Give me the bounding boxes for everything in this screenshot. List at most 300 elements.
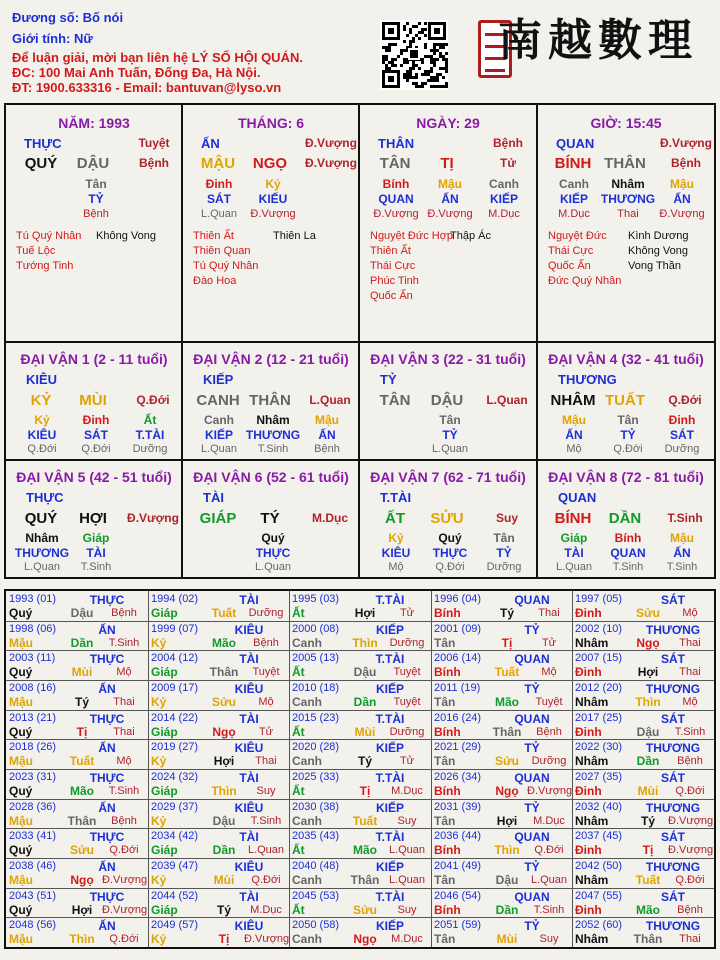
year-truong: Thai [113, 726, 135, 738]
year-truong: Suy [539, 933, 559, 945]
year-label: 1993 (01) [9, 593, 57, 605]
year-truong: Thai [679, 666, 701, 678]
luck-hidden-star: TÀI [564, 546, 584, 560]
year-truong: Thai [679, 637, 701, 649]
luck-hidden-truong: T.Sinh [257, 443, 289, 455]
year-label: 2036 (44) [434, 830, 482, 842]
hidden-star: KIẾP [489, 192, 518, 206]
year-truong: Mộ [682, 696, 698, 708]
pillar-title: NGÀY: 29 [416, 115, 480, 131]
year-truong: Bệnh [111, 607, 137, 619]
year-chi: Thìn [494, 843, 520, 857]
luck-chi: MÙI [79, 392, 107, 409]
year-star: KIÊU [234, 741, 264, 755]
contact-line-3: ĐT: 1900.633316 - Email: bantuvan@lyso.vn [12, 80, 282, 95]
year-star: TÀI [239, 652, 259, 666]
qr-code[interactable] [380, 20, 448, 90]
luck-chi: DẦN [608, 510, 642, 527]
year-chi: Dần [353, 695, 377, 709]
year-label: 2001 (09) [434, 623, 482, 635]
year-label: 2015 (23) [292, 712, 340, 724]
year-star: T.TÀI [375, 830, 405, 844]
pillar-chi: NGỌ [252, 155, 288, 172]
year-label: 2039 (47) [151, 860, 199, 872]
hidden-truong: Thai [617, 208, 639, 220]
year-star: QUAN [514, 652, 550, 666]
shensha-item: Không Vong [628, 245, 688, 257]
luck-hidden-truong: Q.Đới [27, 443, 57, 455]
shensha-item: Thái Cực [370, 260, 416, 272]
year-truong: Suy [397, 815, 417, 827]
year-chi: Mùi [213, 873, 235, 887]
luck-hidden-truong: Dưỡng [664, 443, 700, 455]
pillar-can: BÍNH [554, 155, 592, 172]
year-star: TỶ [524, 623, 540, 637]
year-star: KIÊU [234, 801, 264, 815]
year-star: QUAN [514, 830, 550, 844]
pillar-truong: Bệnh [139, 156, 169, 170]
year-can: Giáp [151, 843, 178, 857]
year-chi: Sửu [635, 606, 661, 620]
year-truong: M.Dục [391, 933, 423, 945]
contact-line-1: Để luận giải, mời bạn liên hệ LÝ SỐ HỘI QUÁN. [12, 50, 303, 65]
luck-hidden-can: Giáp [560, 531, 588, 545]
pillar-truong: Tử [499, 156, 517, 170]
year-star: SÁT [661, 712, 685, 726]
pillar-star: THÂN [378, 136, 415, 151]
year-can: Quý [9, 725, 33, 739]
luck-hidden-can: Kỷ [34, 413, 50, 427]
year-label: 2050 (58) [292, 919, 340, 931]
year-chi: Tị [76, 725, 88, 739]
year-chi: Dần [495, 903, 519, 917]
luck-can: ẤT [385, 510, 405, 527]
shensha-item: Quốc Ấn [548, 260, 591, 272]
year-star: SÁT [661, 593, 685, 607]
year-truong: Đ.Vượng [102, 904, 148, 916]
luck-star: QUAN [558, 490, 597, 505]
year-chi: Tý [357, 754, 372, 768]
luck-chi: DẬU [430, 392, 464, 409]
year-chi: Dần [212, 843, 236, 857]
luck-can: QUÝ [24, 510, 58, 527]
luck-hidden-star: THƯƠNG [14, 546, 70, 560]
year-star: ẤN [98, 801, 116, 815]
year-star: THỰC [89, 593, 125, 607]
luck-hidden-can: Nhâm [256, 413, 290, 427]
year-star: T.TÀI [375, 652, 405, 666]
logo-text: 南越數理 [498, 15, 698, 66]
year-truong: Đ.Vượng [527, 785, 573, 797]
year-star: KIẾP [375, 682, 404, 696]
year-star: ẤN [98, 682, 116, 696]
luck-hidden-truong: Bệnh [314, 443, 340, 455]
year-star: THƯƠNG [645, 623, 701, 637]
year-star: TỶ [524, 741, 540, 755]
year-truong: Q.Đới [534, 844, 564, 856]
luck-hidden-truong: Dưỡng [486, 561, 522, 573]
year-label: 2052 (60) [575, 919, 623, 931]
year-star: TÀI [239, 771, 259, 785]
year-star: SÁT [661, 830, 685, 844]
year-truong: T.Sinh [108, 637, 140, 649]
year-chi: Tuất [211, 606, 237, 620]
year-chi: Tý [640, 814, 655, 828]
year-truong: Thai [255, 755, 277, 767]
year-star: TỶ [524, 682, 540, 696]
year-label: 2037 (45) [575, 830, 623, 842]
luck-hidden-truong: Q.Đới [613, 443, 643, 455]
year-star: THỰC [89, 890, 125, 904]
luck-hidden-can: Đinh [668, 413, 696, 427]
year-star: TỶ [524, 801, 540, 815]
year-truong: Bệnh [677, 904, 703, 916]
year-chi: Dần [636, 754, 660, 768]
hidden-star: THƯƠNG [600, 192, 656, 206]
hidden-truong: Đ.Vượng [659, 208, 705, 220]
hidden-can: Tân [85, 177, 107, 191]
year-can: Kỷ [151, 873, 167, 887]
year-truong: Q.Đới [251, 874, 281, 886]
luck-title: ĐẠI VẬN 8 (72 - 81 tuổi) [548, 469, 704, 485]
luck-hidden-truong: L.Quan [431, 443, 469, 455]
year-chi: Sửu [494, 754, 520, 768]
year-star: QUAN [514, 890, 550, 904]
year-label: 2014 (22) [151, 712, 199, 724]
year-label: 2026 (34) [434, 771, 482, 783]
year-truong: Bệnh [253, 637, 279, 649]
year-can: Quý [9, 784, 33, 798]
year-chi: Thân [67, 814, 97, 828]
year-truong: Tuyệt [252, 666, 280, 678]
luck-star: THƯƠNG [558, 372, 617, 387]
year-truong: M.Dục [250, 904, 282, 916]
shensha-item: Thập Ác [450, 230, 491, 242]
luck-title: ĐẠI VẬN 6 (52 - 61 tuổi) [193, 469, 349, 485]
year-label: 2016 (24) [434, 712, 482, 724]
year-label: 2042 (50) [575, 860, 623, 872]
year-chi: Tuất [352, 814, 378, 828]
year-label: 2011 (19) [434, 682, 481, 694]
pillar-star-2: Tuyệt [138, 136, 170, 150]
year-can: Quý [9, 903, 33, 917]
year-can: Tân [434, 873, 456, 887]
pillar-star: ẤN [201, 136, 220, 151]
year-truong: Đ.Vượng [102, 874, 148, 886]
year-chi: Dậu [212, 814, 236, 828]
luck-hidden-can: Đinh [82, 413, 110, 427]
year-can: Nhâm [575, 873, 609, 887]
year-can: Giáp [151, 784, 178, 798]
luck-title: ĐẠI VẬN 4 (32 - 41 tuổi) [548, 351, 704, 367]
shensha-item: Thiên Ất [193, 230, 234, 242]
year-label: 2043 (51) [9, 890, 57, 902]
luck-truong: Suy [495, 511, 518, 525]
year-star: KIÊU [234, 919, 264, 933]
hidden-can: Mậu [438, 177, 462, 191]
hidden-star: QUAN [378, 192, 414, 206]
shensha-item: Quốc Ấn [370, 290, 413, 302]
year-can: Đinh [575, 843, 602, 857]
year-truong: Suy [256, 785, 276, 797]
year-chi: Tuất [494, 665, 520, 679]
luck-truong: M.Dục [312, 511, 348, 525]
year-star: TÀI [239, 890, 259, 904]
year-chi: Sửu [211, 695, 237, 709]
shensha-item: Không Vong [96, 230, 156, 242]
luck-hidden-can: Nhâm [25, 531, 59, 545]
year-star: T.TÀI [375, 593, 405, 607]
luck-star: KIÊU [26, 372, 58, 387]
luck-hidden-star: SÁT [84, 428, 108, 442]
year-truong: Tử [399, 607, 415, 619]
luck-hidden-star: KIẾP [204, 428, 233, 442]
year-label: 2002 (10) [575, 623, 623, 635]
hidden-can: Mậu [670, 177, 694, 191]
year-truong: Đ.Vượng [244, 933, 290, 945]
year-star: ẤN [98, 919, 116, 933]
year-can: Ất [292, 843, 305, 857]
year-truong: Bệnh [536, 726, 562, 738]
year-star: QUAN [514, 771, 550, 785]
year-label: 2024 (32) [151, 771, 199, 783]
year-can: Đinh [575, 903, 602, 917]
pillar-chi: THÂN [604, 155, 646, 172]
luck-hidden-can: Kỷ [388, 531, 404, 545]
luck-hidden-star: KIÊU [381, 546, 411, 560]
year-chi: Thìn [69, 932, 95, 946]
luck-hidden-truong: L.Quan [555, 561, 593, 573]
year-label: 2013 (21) [9, 712, 57, 724]
year-chi: Tý [74, 695, 89, 709]
year-truong: T.Sinh [108, 785, 140, 797]
year-can: Kỷ [151, 932, 167, 946]
hidden-truong: Đ.Vượng [250, 208, 296, 220]
luck-chi: THÂN [249, 392, 291, 409]
year-label: 2008 (16) [9, 682, 57, 694]
pillar-can: TÂN [379, 155, 411, 172]
year-truong: Q.Đới [109, 844, 139, 856]
year-can: Bính [434, 784, 461, 798]
year-can: Giáp [151, 665, 178, 679]
year-label: 2020 (28) [292, 741, 340, 753]
shensha-item: Tuế Lộc [16, 245, 56, 257]
luck-hidden-truong: Mộ [388, 561, 404, 573]
year-truong: T.Sinh [250, 815, 282, 827]
year-can: Nhâm [575, 636, 609, 650]
hidden-can: Canh [559, 177, 589, 191]
year-chi: Tị [218, 932, 230, 946]
luck-chi: SỬU [430, 510, 464, 527]
year-truong: M.Dục [391, 785, 423, 797]
luck-hidden-can: Mậu [670, 531, 694, 545]
year-truong: Đ.Vượng [668, 844, 714, 856]
year-truong: L.Quan [247, 844, 285, 856]
pillar-can: MẬU [200, 155, 236, 172]
year-star: THỰC [89, 830, 125, 844]
luck-hidden-truong: Q.Đới [435, 561, 465, 573]
year-star: THƯƠNG [645, 801, 701, 815]
year-truong: L.Quan [388, 874, 426, 886]
year-label: 2047 (55) [575, 890, 623, 902]
year-chi: Mão [70, 784, 94, 798]
shensha-item: Tú Quý Nhân [16, 230, 82, 242]
year-label: 2025 (33) [292, 771, 340, 783]
hidden-truong: M.Dục [488, 208, 520, 220]
luck-star: KIẾP [203, 372, 234, 387]
shensha-item: Đào Hoa [193, 275, 237, 287]
luck-hidden-truong: T.Sinh [666, 561, 698, 573]
hidden-can: Nhâm [611, 177, 645, 191]
year-chi: Mão [636, 903, 660, 917]
year-can: Tân [434, 754, 456, 768]
year-truong: Tuyệt [393, 666, 421, 678]
luck-hidden-can: Quý [261, 531, 285, 545]
luck-hidden-can: Tân [493, 531, 515, 545]
shensha-item: Thái Cực [548, 245, 594, 257]
year-label: 2005 (13) [292, 652, 340, 664]
year-can: Canh [292, 932, 322, 946]
year-star: SÁT [661, 652, 685, 666]
hidden-can: Canh [489, 177, 519, 191]
hidden-truong: M.Dục [558, 208, 590, 220]
pillar-chi: TỊ [440, 155, 454, 172]
year-truong: Thai [113, 696, 135, 708]
year-can: Tân [434, 814, 456, 828]
luck-can: TÂN [379, 392, 411, 409]
year-label: 2021 (29) [434, 741, 482, 753]
year-label: 2044 (52) [151, 890, 199, 902]
year-chi: Hợi [496, 814, 518, 828]
year-star: KIÊU [234, 623, 264, 637]
year-label: 2035 (43) [292, 830, 340, 842]
year-truong: Mộ [116, 666, 132, 678]
year-truong: Tuyệt [393, 696, 421, 708]
pillar-title: NĂM: 1993 [58, 115, 130, 131]
year-label: 2009 (17) [151, 682, 199, 694]
year-truong: Q.Đới [675, 874, 705, 886]
luck-hidden-star: SÁT [670, 428, 694, 442]
year-label: 2027 (35) [575, 771, 623, 783]
year-can: Quý [9, 606, 33, 620]
year-label: 2034 (42) [151, 830, 199, 842]
year-star: ẤN [98, 860, 116, 874]
luck-truong: Đ.Vượng [127, 511, 179, 525]
luck-can: BÍNH [554, 510, 592, 527]
luck-truong: Q.Đới [668, 393, 702, 407]
year-chi: Thân [350, 873, 380, 887]
year-can: Tân [434, 695, 456, 709]
year-truong: T.Sinh [674, 726, 706, 738]
year-chi: Tị [501, 636, 513, 650]
hidden-truong: Đ.Vượng [427, 208, 473, 220]
luck-truong: T.Sinh [667, 511, 703, 525]
luck-truong: Q.Đới [136, 393, 170, 407]
year-can: Quý [9, 843, 33, 857]
year-label: 2022 (30) [575, 741, 623, 753]
year-can: Bính [434, 725, 461, 739]
year-label: 2030 (38) [292, 801, 340, 813]
year-chi: Mùi [71, 665, 93, 679]
year-label: 1998 (06) [9, 623, 57, 635]
year-label: 2010 (18) [292, 682, 340, 694]
pillar-truong: Bệnh [671, 156, 701, 170]
year-label: 2028 (36) [9, 801, 57, 813]
year-can: Đinh [575, 665, 602, 679]
year-chi: Thìn [211, 784, 237, 798]
year-can: Nhâm [575, 932, 609, 946]
year-label: 2023 (31) [9, 771, 57, 783]
year-chi: Tị [642, 843, 654, 857]
contact-line-2: ĐC: 100 Mai Anh Tuấn, Đống Đa, Hà Nội. [12, 65, 261, 80]
luck-hidden-can: Canh [204, 413, 234, 427]
year-chi: Thân [209, 665, 239, 679]
shensha-item: Kình Dương [628, 230, 689, 242]
year-label: 2018 (26) [9, 741, 57, 753]
year-label: 1996 (04) [434, 593, 482, 605]
luck-hidden-star: QUAN [610, 546, 646, 560]
year-chi: Ngọ [495, 784, 519, 798]
year-chi: Dậu [636, 725, 660, 739]
luck-hidden-star: TỶ [620, 428, 636, 442]
year-can: Canh [292, 814, 322, 828]
year-label: 2031 (39) [434, 801, 482, 813]
year-can: Kỷ [151, 695, 167, 709]
year-label: 2019 (27) [151, 741, 199, 753]
hidden-can: Kỷ [265, 177, 281, 191]
year-can: Ất [292, 665, 305, 679]
year-chi: Mùi [637, 784, 659, 798]
year-star: THỰC [89, 652, 125, 666]
shensha-item: Vong Thần [628, 260, 682, 272]
luck-chi: TÝ [260, 510, 280, 527]
luck-hidden-star: T.TÀI [135, 428, 165, 442]
year-chi: Hợi [354, 606, 376, 620]
year-can: Bính [434, 606, 461, 620]
year-chi: Hợi [71, 903, 93, 917]
hidden-can: Bính [382, 177, 410, 191]
luck-title: ĐẠI VẬN 1 (2 - 11 tuổi) [20, 351, 168, 367]
year-truong: Tử [541, 637, 557, 649]
year-can: Nhâm [575, 754, 609, 768]
luck-hidden-truong: T.Sinh [612, 561, 644, 573]
year-label: 2040 (48) [292, 860, 340, 872]
year-chi: Thìn [352, 636, 378, 650]
year-truong: Tử [258, 726, 274, 738]
year-can: Bính [434, 843, 461, 857]
subject-name: Đương số: Bố nói [12, 10, 124, 25]
hidden-can: Đinh [205, 177, 233, 191]
luck-hidden-truong: Dưỡng [132, 443, 168, 455]
year-can: Giáp [151, 725, 178, 739]
luck-hidden-truong: Q.Đới [81, 443, 111, 455]
year-chi: Ngọ [212, 725, 236, 739]
year-chi: Tý [216, 903, 231, 917]
luck-truong: L.Quan [486, 393, 528, 407]
year-can: Bính [434, 665, 461, 679]
year-star: THƯƠNG [645, 682, 701, 696]
year-star: KIÊU [234, 682, 264, 696]
year-truong: Bệnh [677, 755, 703, 767]
year-chi: Tuất [69, 754, 95, 768]
luck-can: KỶ [30, 392, 52, 409]
year-chi: Mão [495, 695, 519, 709]
year-label: 2041 (49) [434, 860, 482, 872]
year-can: Kỷ [151, 636, 167, 650]
luck-hidden-truong: T.Sinh [80, 561, 112, 573]
logo [478, 10, 710, 80]
year-chi: Ngọ [353, 932, 377, 946]
